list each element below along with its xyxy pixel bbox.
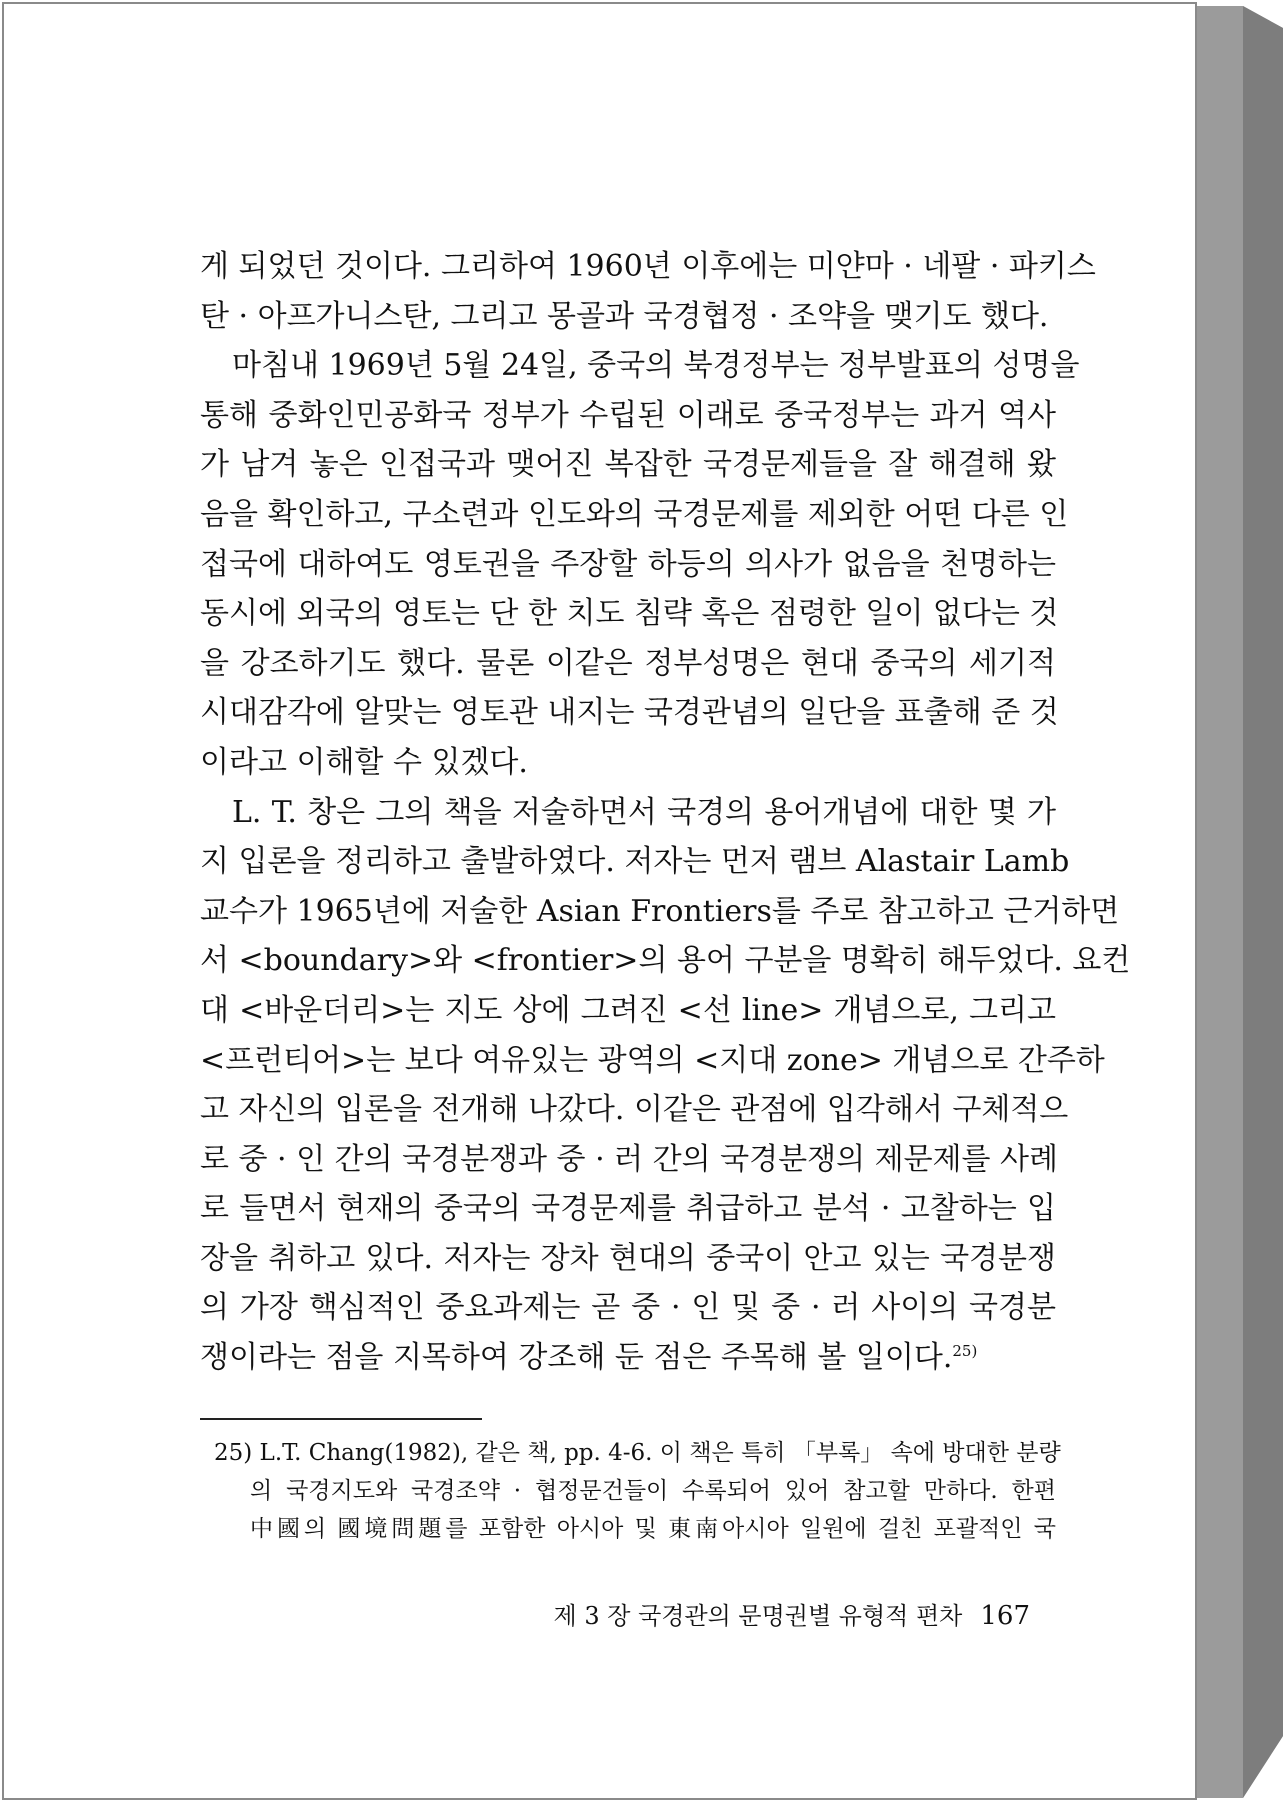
body-line: 마침내 1969년 5월 24일, 중국의 북경정부는 정부발표의 성명을 — [232, 348, 1080, 384]
body-line-last — [200, 1333, 1056, 1383]
body-line: 대 <바운더리>는 지도 상에 그려진 <선 line> 개념으로, 그리고 — [200, 992, 1056, 1028]
page-number: 167 — [980, 1601, 1030, 1631]
running-footer — [550, 1598, 1030, 1634]
body-line: 고 자신의 입론을 전개해 나갔다. 이같은 관점에 입각해서 구체적으 — [200, 1092, 1069, 1128]
body-line: 통해 중화인민공화국 정부가 수립된 이래로 중국정부는 과거 역사 — [200, 397, 1056, 433]
body-line: 시대감각에 알맞는 영토관 내지는 국경관념의 일단을 표출해 준 것 — [200, 695, 1059, 731]
body-line-text: 쟁이라는 점을 지목하여 강조해 둔 점은 주목해 볼 일이다. — [200, 1340, 953, 1376]
body-line: 로 들면서 현재의 중국의 국경문제를 취급하고 분석 · 고찰하는 입 — [200, 1191, 1056, 1227]
body-line: 을 강조하기도 했다. 물론 이같은 정부성명은 현대 중국의 세기적 — [200, 645, 1056, 681]
footnote — [214, 1434, 1061, 1548]
body-line: <프런티어>는 보다 여유있는 광역의 <지대 zone> 개념으로 간주하 — [200, 1042, 1105, 1078]
body-line: 로 중 · 인 간의 국경분쟁과 중 · 러 간의 국경분쟁의 제문제를 사례 — [200, 1141, 1059, 1177]
body-line: L. T. 창은 그의 책을 저술하면서 국경의 용어개념에 대한 몇 가 — [232, 794, 1056, 830]
body-line: 동시에 외국의 영토는 단 한 치도 침략 혹은 점령한 일이 없다는 것 — [200, 596, 1059, 632]
body-line: 지 입론을 정리하고 출발하였다. 저자는 먼저 램브 Alastair Lamb — [200, 844, 1070, 880]
body-line: 접국에 대하여도 영토권을 주장할 하등의 의사가 없음을 천명하는 — [200, 546, 1056, 582]
body-line: 가 남겨 놓은 인접국과 맺어진 복잡한 국경문제들을 잘 해결해 왔 — [200, 447, 1056, 483]
chapter-title: 제 3 장 국경관의 문명권별 유형적 편차 — [553, 1602, 963, 1630]
book-edge — [1195, 0, 1286, 1806]
footnote-reference[interactable]: 25) — [952, 1342, 978, 1361]
footnote-divider — [200, 1418, 482, 1420]
body-line: 탄 · 아프가니스탄, 그리고 몽골과 국경협정 · 조약을 맺기도 했다. — [200, 298, 1049, 334]
body-line: 장을 취하고 있다. 저자는 장차 현대의 중국이 안고 있는 국경분쟁 — [200, 1240, 1056, 1276]
body-line: 게 되었던 것이다. 그리하여 1960년 이후에는 미얀마 · 네팔 · 파키스 — [200, 249, 1096, 284]
body-line: 음을 확인하고, 구소련과 인도와의 국경문제를 제외한 어떤 다른 인 — [200, 496, 1069, 532]
footnote-line: 25) L.T. Chang(1982), 같은 책, pp. 4-6. 이 책은 특히 「부록」 속에 방대한 분량 — [214, 1440, 1061, 1466]
body-line: 서 <boundary>와 <frontier>의 용어 구분을 명확히 해두었다. 요컨 — [200, 943, 1131, 979]
footnote-line: 中國의 國境問題를 포함한 아시아 및 東南아시아 일원에 걸친 포괄적인 국 — [250, 1516, 1056, 1542]
footnote-line: 의 국경지도와 국경조약 · 협정문건들이 수록되어 있어 참고할 만하다. 한편 — [250, 1478, 1056, 1504]
body-line: 의 가장 핵심적인 중요과제는 곧 중 · 인 및 중 · 러 사이의 국경분 — [200, 1290, 1056, 1326]
body-text — [200, 242, 1131, 1383]
body-line: 교수가 1965년에 저술한 Asian Frontiers를 주로 참고하고 근거하면 — [200, 893, 1120, 929]
body-line: 이라고 이해할 수 있겠다. — [200, 744, 528, 780]
